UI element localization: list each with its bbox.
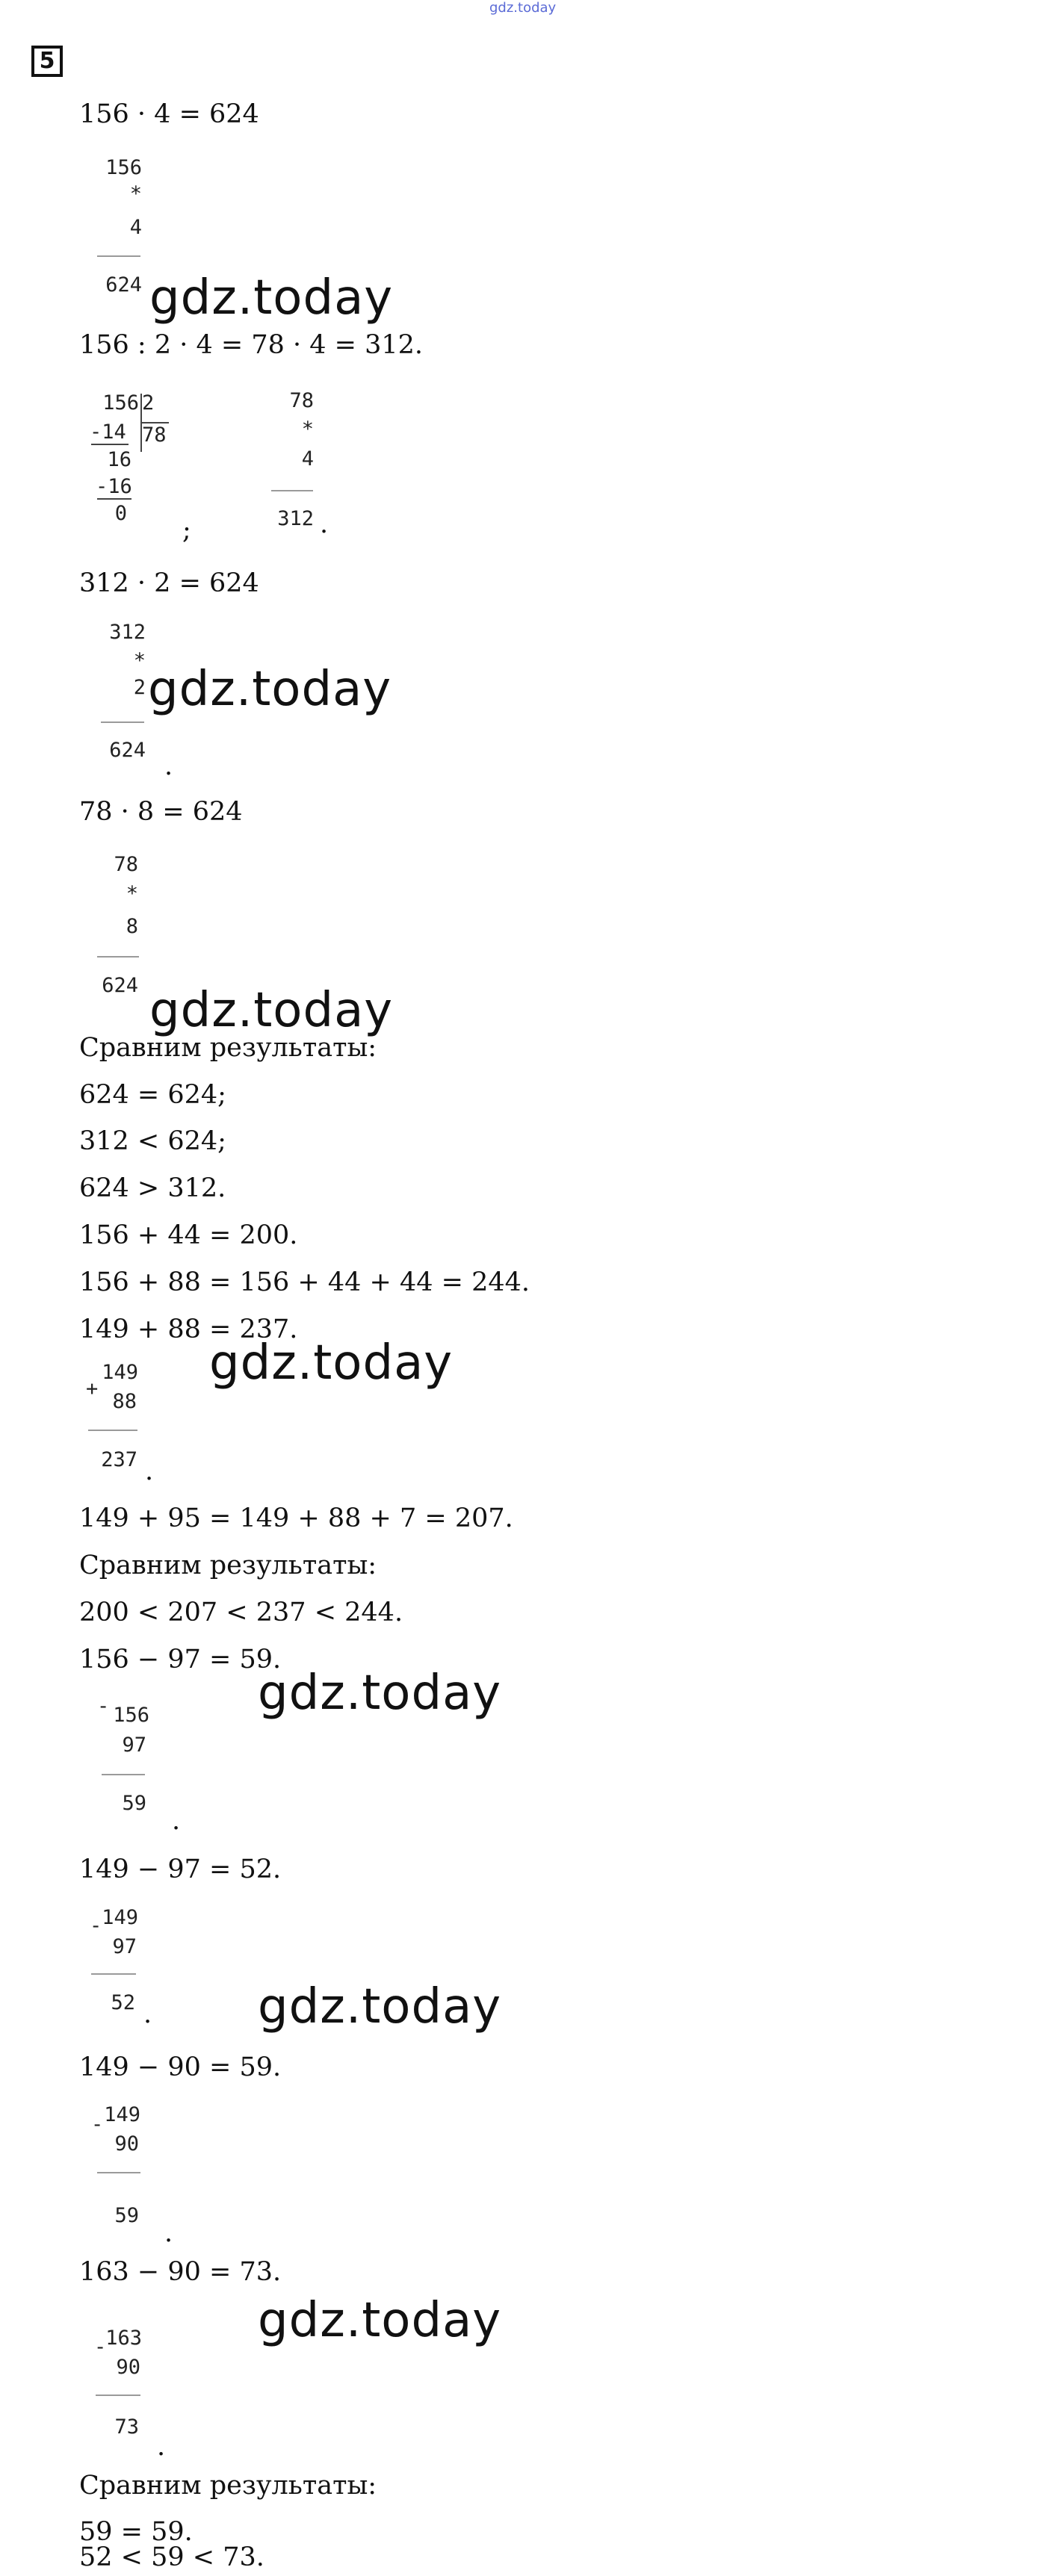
column-result: 624: [102, 974, 138, 997]
division-underline: [97, 498, 131, 500]
equation-line: 624 = 624;: [79, 1080, 226, 1110]
column-rule: [88, 1430, 137, 1431]
equation-line: 163 − 90 = 73.: [79, 2257, 282, 2287]
watermark-text: gdz.today: [149, 983, 394, 1038]
period: .: [320, 509, 329, 539]
equation-line: 149 + 88 = 237.: [79, 1315, 298, 1344]
column-operand: 8: [126, 915, 138, 938]
equation-line: 149 + 95 = 149 + 88 + 7 = 207.: [79, 1503, 513, 1533]
equation-line: 312 · 2 = 624: [79, 568, 259, 598]
column-rule: [102, 1774, 145, 1775]
text-line: Сравним результаты:: [79, 2471, 377, 2501]
column-operator: *: [133, 649, 146, 672]
column-operand: 149: [102, 1906, 138, 1929]
watermark-text: gdz.today: [258, 1666, 502, 1721]
column-result: 52: [111, 1991, 135, 2014]
period: .: [145, 1456, 154, 1486]
column-operand: 163: [105, 2327, 142, 2350]
period: .: [164, 751, 173, 781]
column-operator: +: [86, 1377, 99, 1400]
division-remainder: 0: [114, 502, 127, 525]
column-operand: 90: [116, 2356, 140, 2379]
column-operand: 78: [289, 389, 314, 412]
column-result: 624: [105, 273, 142, 297]
column-operator: -: [97, 1695, 110, 1718]
equation-line: 156 : 2 · 4 = 78 · 4 = 312.: [79, 330, 424, 360]
column-operand: 97: [122, 1734, 146, 1757]
column-operand: 149: [102, 1361, 138, 1384]
equation-line: 156 + 44 = 200.: [79, 1220, 298, 1250]
column-operand: 156: [105, 156, 142, 179]
column-operand: 88: [112, 1390, 137, 1413]
column-operand: 2: [133, 676, 146, 699]
division-remainder: 16: [107, 448, 131, 471]
column-operator: -: [90, 1914, 102, 1937]
task-number: 5: [39, 48, 55, 74]
equation-line: 312 < 624;: [79, 1126, 226, 1156]
text-line: Сравним результаты:: [79, 1551, 377, 1580]
column-result: 312: [277, 507, 314, 530]
column-operator: *: [129, 182, 142, 205]
equation-line: 149 − 97 = 52.: [79, 1855, 282, 1884]
top-watermark: gdz.today: [489, 0, 557, 16]
equation-line: 59 = 59.: [79, 2517, 193, 2547]
column-rule: [271, 490, 313, 491]
division-step: -16: [96, 475, 132, 498]
column-result: 237: [101, 1448, 137, 1471]
column-operator: -: [91, 2113, 104, 2136]
column-operand: 90: [114, 2132, 139, 2156]
column-operator: -: [94, 2336, 107, 2359]
column-operator: *: [126, 882, 138, 905]
equation-line: 149 − 90 = 59.: [79, 2052, 282, 2082]
division-underline: [91, 444, 129, 445]
division-quotient: 78: [142, 423, 167, 447]
equation-line: 624 > 312.: [79, 1173, 226, 1203]
watermark-text: gdz.today: [148, 662, 392, 717]
column-rule: [96, 2395, 140, 2396]
period: .: [172, 1806, 181, 1836]
column-result: 624: [109, 739, 146, 762]
period: .: [164, 2218, 173, 2248]
equation-line: 52 < 59 < 73.: [79, 2542, 264, 2572]
column-operand: 312: [109, 621, 146, 644]
column-rule: [97, 2172, 140, 2173]
equation-line: 156 + 88 = 156 + 44 + 44 = 244.: [79, 1267, 530, 1297]
column-operand: 4: [301, 447, 314, 471]
equation-line: 200 < 207 < 237 < 244.: [79, 1598, 403, 1627]
division-divisor: 2: [142, 391, 155, 415]
equation-line: 156 − 97 = 59.: [79, 1645, 282, 1675]
column-rule: [97, 255, 140, 257]
division-step: -14: [90, 420, 126, 444]
column-operator: *: [301, 418, 314, 441]
watermark-text: gdz.today: [149, 270, 394, 326]
column-operand: 97: [112, 1935, 137, 1958]
column-result: 73: [114, 2415, 139, 2439]
task-number-box: [31, 46, 63, 77]
text-line: Сравним результаты:: [79, 1033, 377, 1063]
column-rule: [101, 721, 144, 723]
column-rule: [97, 956, 139, 958]
column-rule: [91, 1973, 136, 1975]
column-operand: 78: [114, 853, 138, 876]
period: .: [157, 2432, 166, 2462]
separator: ;: [182, 515, 191, 545]
watermark-text: gdz.today: [209, 1335, 454, 1391]
column-result: 59: [122, 1792, 146, 1815]
column-result: 59: [114, 2204, 139, 2227]
column-operand: 149: [104, 2103, 140, 2126]
column-operand: 156: [113, 1704, 149, 1727]
equation-line: 78 · 8 = 624: [79, 797, 243, 827]
watermark-text: gdz.today: [258, 1979, 502, 2035]
equation-line: 156 · 4 = 624: [79, 99, 259, 129]
division-dividend: 156: [102, 391, 139, 415]
column-operand: 4: [129, 216, 142, 239]
watermark-text: gdz.today: [258, 2293, 502, 2348]
period: .: [143, 1999, 152, 2029]
